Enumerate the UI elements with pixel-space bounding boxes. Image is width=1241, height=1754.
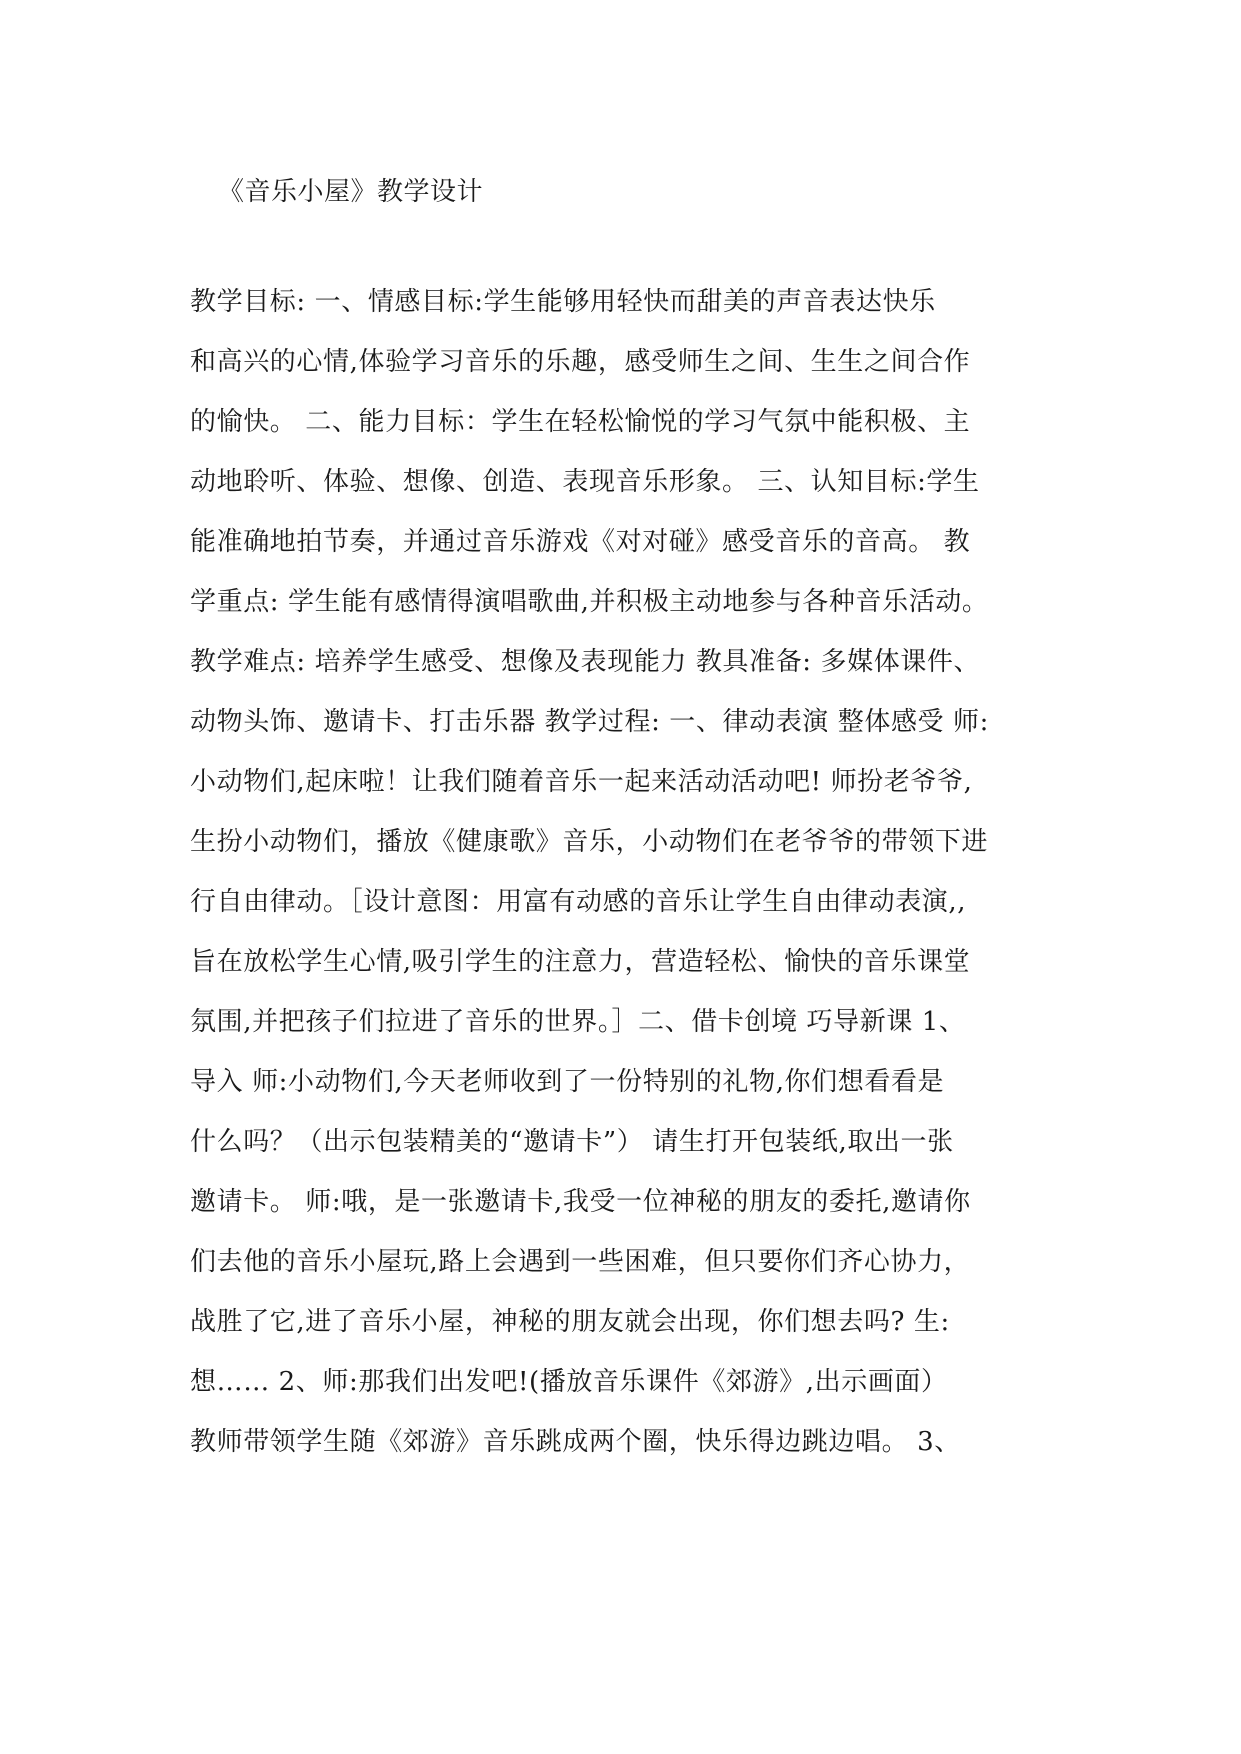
body-line: 什么吗？（出示包装精美的“邀请卡”） 请生打开包装纸,取出一张: [190, 1127, 954, 1157]
body-line: 们去他的音乐小屋玩,路上会遇到一些困难，但只要你们齐心协力，: [190, 1247, 971, 1277]
body-line: 邀请卡。 师:哦，是一张邀请卡,我受一位神秘的朋友的委托,邀请你: [190, 1187, 971, 1217]
body-line: 的愉快。 二、能力目标：学生在轻松愉悦的学习气氛中能积极、主: [190, 407, 971, 437]
body-line: 行自由律动。［设计意图：用富有动感的音乐让学生自由律动表演,,: [190, 887, 967, 917]
body-line: 教师带领学生随《郊游》音乐跳成两个圈，快乐得边跳边唱。 3、: [190, 1427, 961, 1457]
body-line: 小动物们,起床啦！让我们随着音乐一起来活动活动吧! 师扮老爷爷,: [190, 767, 973, 797]
body-line: 生扮小动物们，播放《健康歌》音乐，小动物们在老爷爷的带领下进: [190, 827, 989, 857]
body-line: 能准确地拍节奏，并通过音乐游戏《对对碰》感受音乐的音高。 教: [190, 527, 971, 557]
body-line: 旨在放松学生心情,吸引学生的注意力，营造轻松、愉快的音乐课堂: [190, 947, 971, 977]
body-line: 氛围,并把孩子们拉进了音乐的世界。］二、借卡创境 巧导新课 1、: [190, 1007, 966, 1037]
body-line: 学重点: 学生能有感情得演唱歌曲,并积极主动地参与各种音乐活动。: [190, 587, 989, 617]
body-line: 动物头饰、邀请卡、打击乐器 教学过程: 一、律动表演 整体感受 师:: [190, 707, 989, 737]
body-line: 和高兴的心情,体验学习音乐的乐趣，感受师生之间、生生之间合作: [190, 347, 971, 377]
body-line: 想…… 2、师:那我们出发吧!(播放音乐课件《郊游》,出示画面）: [190, 1367, 948, 1397]
body-line: 战胜了它,进了音乐小屋，神秘的朋友就会出现，你们想去吗? 生:: [190, 1307, 950, 1337]
document-title: 《音乐小屋》教学设计: [218, 177, 484, 207]
body-line: 导入 师:小动物们,今天老师收到了一份特别的礼物,你们想看看是: [190, 1067, 945, 1097]
body-line: 动地聆听、体验、想像、创造、表现音乐形象。 三、认知目标:学生: [190, 467, 980, 497]
body-line: 教学目标: 一、情感目标:学生能够用轻快而甜美的声音表达快乐: [190, 287, 936, 317]
body-line: 教学难点: 培养学生感受、想像及表现能力 教具准备: 多媒体课件、: [190, 647, 981, 677]
